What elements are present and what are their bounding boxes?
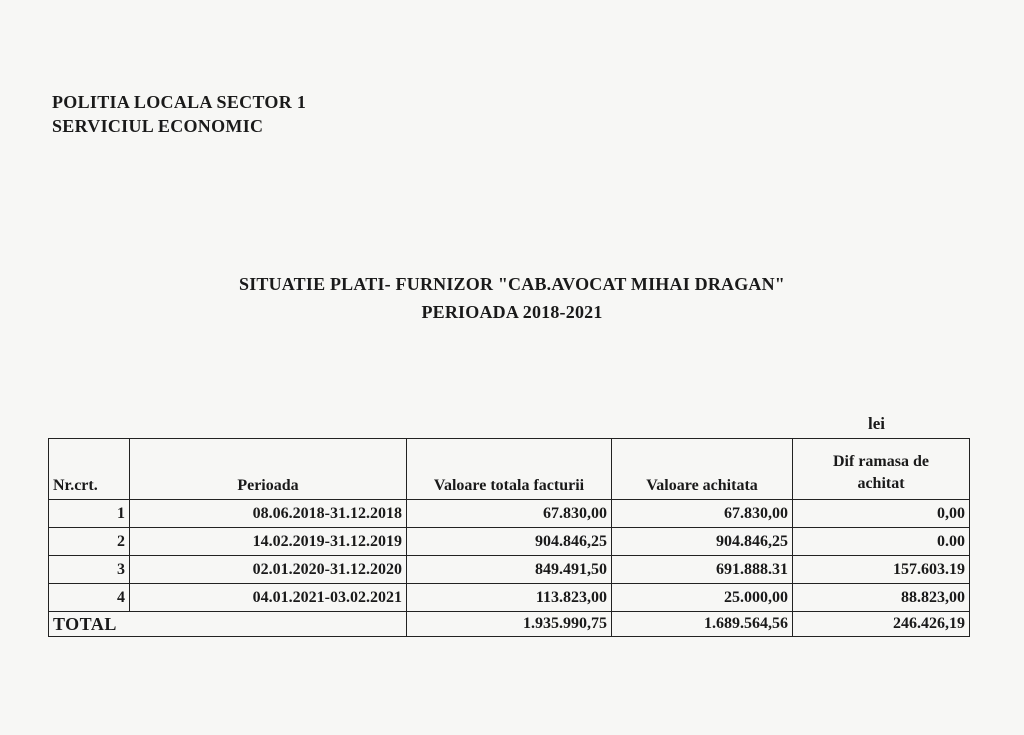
institution-name: POLITIA LOCALA SECTOR 1 — [52, 92, 307, 112]
total-label: TOTAL — [49, 612, 407, 637]
cell-diferenta: 0.00 — [793, 528, 970, 556]
total-diferenta: 246.426,19 — [793, 612, 970, 637]
cell-valoare-totala: 849.491,50 — [407, 556, 612, 584]
document-header — [52, 90, 306, 138]
cell-valoare-totala: 113.823,00 — [407, 584, 612, 612]
cell-nr: 1 — [49, 500, 130, 528]
column-header-diferenta — [793, 439, 970, 500]
cell-valoare-achitata: 25.000,00 — [612, 584, 793, 612]
department-name: SERVICIUL ECONOMIC — [52, 116, 264, 136]
cell-nr: 3 — [49, 556, 130, 584]
column-header-valoare-achitata: Valoare achitata — [612, 439, 793, 500]
cell-perioada: 14.02.2019-31.12.2019 — [130, 528, 407, 556]
cell-diferenta: 88.823,00 — [793, 584, 970, 612]
cell-perioada: 04.01.2021-03.02.2021 — [130, 584, 407, 612]
cell-perioada: 08.06.2018-31.12.2018 — [130, 500, 407, 528]
column-header-valoare-totala: Valoare totala facturii — [407, 439, 612, 500]
cell-valoare-totala: 904.846,25 — [407, 528, 612, 556]
payments-table — [48, 438, 970, 637]
cell-valoare-totala: 67.830,00 — [407, 500, 612, 528]
title-line-1: SITUATIE PLATI- FURNIZOR "CAB.AVOCAT MIHAI DRAGAN" — [238, 274, 786, 294]
total-valoare-totala: 1.935.990,75 — [407, 612, 612, 637]
table-row — [49, 528, 970, 556]
cell-nr: 4 — [49, 584, 130, 612]
total-row — [49, 612, 970, 637]
document-title — [0, 270, 1024, 326]
column-header-nr: Nr.crt. — [49, 439, 130, 500]
table-row — [49, 500, 970, 528]
table-header-row — [49, 439, 970, 500]
column-header-diferenta-line1: Dif ramasa de — [833, 453, 929, 470]
cell-perioada: 02.01.2020-31.12.2020 — [130, 556, 407, 584]
table-row — [49, 556, 970, 584]
title-line-2: PERIOADA 2018-2021 — [421, 302, 603, 322]
cell-valoare-achitata: 67.830,00 — [612, 500, 793, 528]
total-valoare-achitata: 1.689.564,56 — [612, 612, 793, 637]
column-header-perioada: Perioada — [130, 439, 407, 500]
cell-diferenta: 157.603.19 — [793, 556, 970, 584]
table-row — [49, 584, 970, 612]
cell-nr: 2 — [49, 528, 130, 556]
cell-valoare-achitata: 691.888.31 — [612, 556, 793, 584]
currency-unit: lei — [868, 414, 885, 433]
column-header-diferenta-line2: achitat — [857, 475, 905, 492]
cell-valoare-achitata: 904.846,25 — [612, 528, 793, 556]
cell-diferenta: 0,00 — [793, 500, 970, 528]
